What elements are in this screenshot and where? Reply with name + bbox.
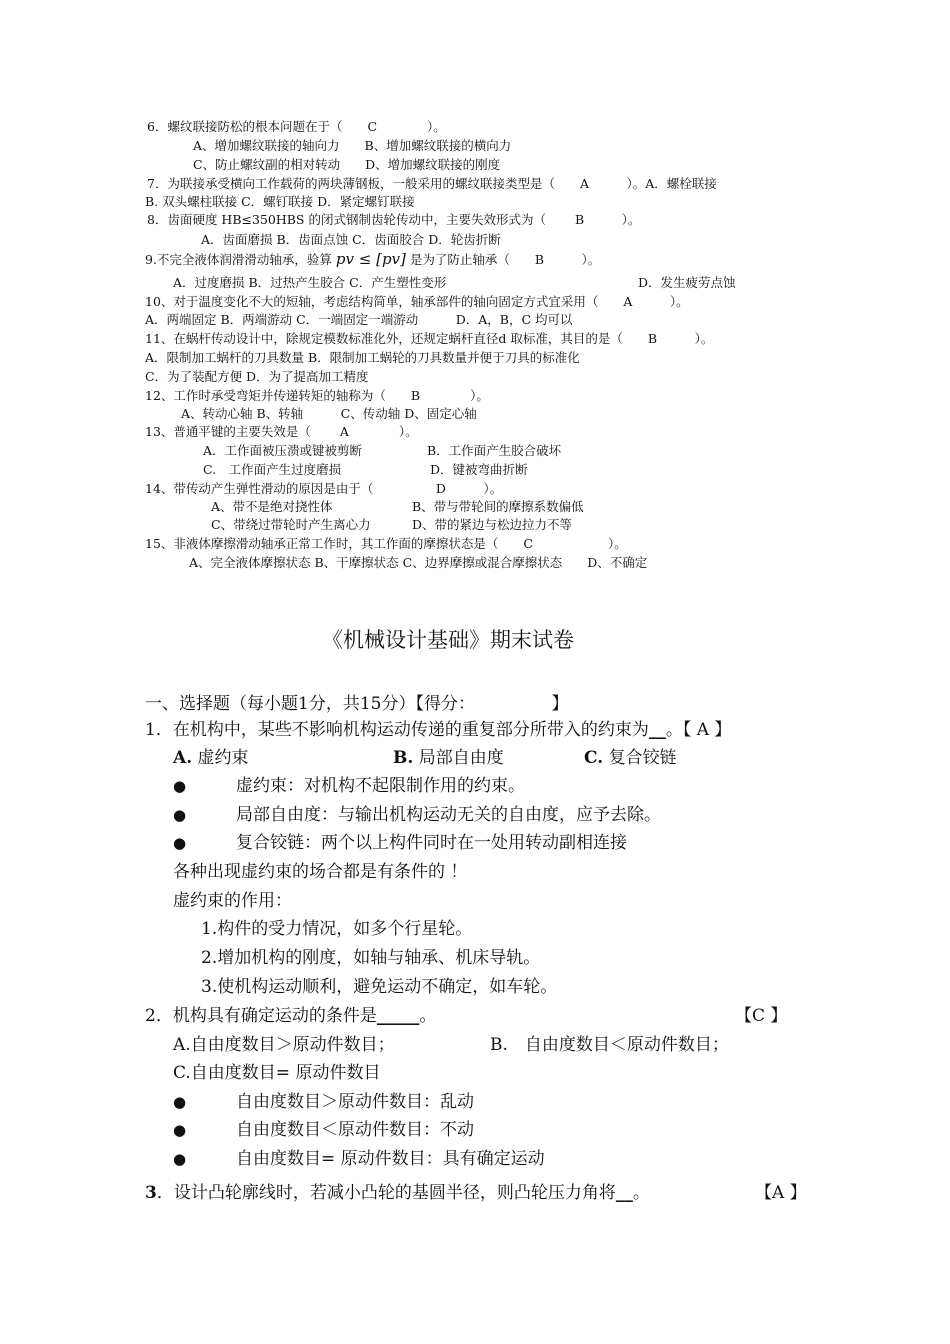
lq2-stem-line bbox=[145, 1005, 436, 1027]
lq3-stem: ．设计凸轮廓线时，若减小凸轮的基圆半径，则凸轮压力角将 bbox=[156, 1183, 616, 1203]
q9-stem bbox=[145, 251, 600, 268]
bullet-icon: ● bbox=[173, 1121, 187, 1139]
lq1-bullet-3: 复合铰链：两个以上构件同时在一处用转动副相连接 bbox=[236, 833, 627, 853]
q13-option-b: B．工作面产生胶合破坏 bbox=[427, 443, 562, 458]
lq1-option-c bbox=[584, 747, 677, 769]
bullet-icon: ● bbox=[173, 1150, 187, 1168]
q6-stem: 6．螺纹联接防松的根本问题在于（ C ）。 bbox=[147, 119, 446, 134]
q12-stem: 12、工作时承受弯矩并传递转矩的轴称为（ B ）。 bbox=[145, 388, 489, 403]
lq1-option-b-letter: B. bbox=[393, 748, 414, 768]
q11-stem: 11、在蜗杆传动设计中，除规定模数标准化外，还规定蜗杆直径d 取标准，其目的是（ B ）。 bbox=[145, 331, 714, 346]
lq2-blank: _____ bbox=[376, 1006, 420, 1026]
q15-options: A、完全液体摩擦状态 B、干摩擦状态 C、边界摩擦或混合摩擦状态 D、不确定 bbox=[189, 555, 648, 570]
lq3-stem-line bbox=[145, 1182, 650, 1204]
q14-option-a: A、带不是绝对挠性体 bbox=[211, 499, 333, 514]
lq2-bullet-1: 自由度数目＞原动件数目：乱动 bbox=[236, 1092, 474, 1112]
q15-stem: 15、非液体摩擦滑动轴承正常工作时，其工作面的摩擦状态是（ C ）。 bbox=[145, 536, 627, 551]
q8-stem: 8．齿面硬度 HB≤350HBS 的闭式钢制齿轮传动中，主要失效形式为（ B ）。 bbox=[147, 212, 641, 227]
lq3-number: 3 bbox=[145, 1183, 157, 1203]
lq3-tail: 。 bbox=[632, 1183, 650, 1203]
q12-options: A、转动心轴 B、转轴 C、传动轴 D、固定心轴 bbox=[181, 406, 477, 421]
lq2-option-b: B. 自由度数目＜原动件数目； bbox=[490, 1035, 729, 1055]
q10-options: A．两端固定 B．两端游动 C．一端固定一端游动 D．A，B，C 均可以 bbox=[145, 312, 573, 327]
q9-options-2: D．发生疲劳点蚀 bbox=[638, 275, 736, 290]
q13-option-d: D．键被弯曲折断 bbox=[430, 462, 528, 477]
bullet-icon: ● bbox=[173, 1093, 187, 1111]
q13-option-a: A．工作面被压溃或键被剪断 bbox=[203, 443, 363, 458]
q7-stem: 7．为联接承受横向工作载荷的两块薄钢板，一般采用的螺纹联接类型是（ A ）。A．螺栓联接 bbox=[147, 176, 717, 191]
q6-options-2: C、防止螺纹副的相对转动 D、增加螺纹联接的刚度 bbox=[193, 157, 501, 172]
exam-title: 《机械设计基础》期末试卷 bbox=[322, 628, 574, 652]
lq2-option-c: C.自由度数目= 原动件数目 bbox=[173, 1063, 381, 1083]
lq1-stem: 1．在机构中，某些不影响机构运动传递的重复部分所带入的约束为 bbox=[145, 720, 649, 740]
lq3-answer: 【A 】 bbox=[755, 1183, 807, 1203]
q13-stem: 13、普通平键的主要失效是（ A ）。 bbox=[145, 424, 418, 439]
q8-options: A．齿面磨损 B．齿面点蚀 C．齿面胶合 D．轮齿折断 bbox=[201, 232, 501, 247]
lq1-option-a-text: 虚约束 bbox=[197, 748, 249, 768]
lq2-bullet-3: 自由度数目= 原动件数目：具有确定运动 bbox=[236, 1149, 545, 1169]
q14-stem: 14、带传动产生弹性滑动的原因是由于（ D ）。 bbox=[145, 481, 503, 496]
lq2-answer: 【C 】 bbox=[735, 1006, 788, 1026]
lq2-tail: 。 bbox=[419, 1006, 437, 1026]
lq2-stem: 2．机构具有确定运动的条件是 bbox=[145, 1006, 377, 1026]
lq1-blank: __ bbox=[648, 720, 666, 740]
lq2-bullet-2: 自由度数目＜原动件数目：不动 bbox=[236, 1120, 474, 1140]
lq1-option-c-letter: C. bbox=[584, 748, 604, 768]
q7-options: B. 双头螺柱联接 C．螺钉联接 D．紧定螺钉联接 bbox=[145, 194, 415, 209]
q14-option-b: B、带与带轮间的摩擦系数偏低 bbox=[412, 499, 584, 514]
lq1-option-b bbox=[393, 747, 504, 769]
lq1-bullet-2: 局部自由度：与输出机构运动无关的自由度，应予去除。 bbox=[236, 805, 661, 825]
lq1-option-a bbox=[173, 747, 249, 769]
q6-options-1: A、增加螺纹联接的轴向力 B、增加螺纹联接的横向力 bbox=[193, 138, 512, 153]
lq1-option-a-letter: A. bbox=[173, 748, 193, 768]
q9-stem-a: 9.不完全液体润滑滑动轴承，验算 bbox=[145, 252, 332, 267]
q11-options-1: A．限制加工蜗杆的刀具数量 B．限制加工蜗轮的刀具数量并便于刀具的标准化 bbox=[145, 350, 580, 365]
lq3-blank: __ bbox=[615, 1183, 633, 1203]
section-heading: 一、选择题（每小题1分，共15分）【得分： 】 bbox=[145, 694, 569, 714]
q9-stem-b: 是为了防止轴承（ B ）。 bbox=[409, 252, 601, 267]
lq1-use-2: 2.增加机构的刚度，如轴与轴承、机床导轨。 bbox=[201, 948, 541, 968]
lq1-answer: 。【 A 】 bbox=[665, 720, 732, 740]
lq2-option-a: A.自由度数目＞原动件数目； bbox=[173, 1035, 395, 1055]
bullet-icon: ● bbox=[173, 777, 187, 795]
bullet-icon: ● bbox=[173, 806, 187, 824]
q13-option-c: C. 工作面产生过度磨损 bbox=[203, 462, 342, 477]
lq1-stem-line bbox=[145, 719, 731, 741]
q14-option-d: D、带的紧边与松边拉力不等 bbox=[412, 517, 573, 532]
lq1-note-1: 各种出现虚约束的场合都是有条件的 ！ bbox=[173, 862, 468, 882]
bullet-icon: ● bbox=[173, 834, 187, 852]
lq1-option-b-text: 局部自由度 bbox=[418, 748, 504, 768]
lq1-use-3: 3.使机构运动顺利，避免运动不确定，如车轮。 bbox=[201, 977, 558, 997]
lq1-bullet-1: 虚约束：对机构不起限制作用的约束。 bbox=[236, 776, 525, 796]
lq1-option-c-text: 复合铰链 bbox=[608, 748, 677, 768]
q14-option-c: C、带绕过带轮时产生离心力 bbox=[211, 517, 371, 532]
lq1-note-2: 虚约束的作用： bbox=[173, 891, 292, 911]
q11-options-2: C．为了装配方便 D．为了提高加工精度 bbox=[145, 369, 369, 384]
q9-formula: pv ≤ [pv] bbox=[335, 250, 406, 268]
q10-stem: 10、对于温度变化不大的短轴，考虑结构简单，轴承部件的轴向固定方式宜采用（ A ）。 bbox=[145, 294, 689, 309]
lq1-use-1: 1.构件的受力情况，如多个行星轮。 bbox=[201, 919, 473, 939]
q9-options-1: A．过度磨损 B．过热产生胶合 C．产生塑性变形 bbox=[173, 275, 447, 290]
